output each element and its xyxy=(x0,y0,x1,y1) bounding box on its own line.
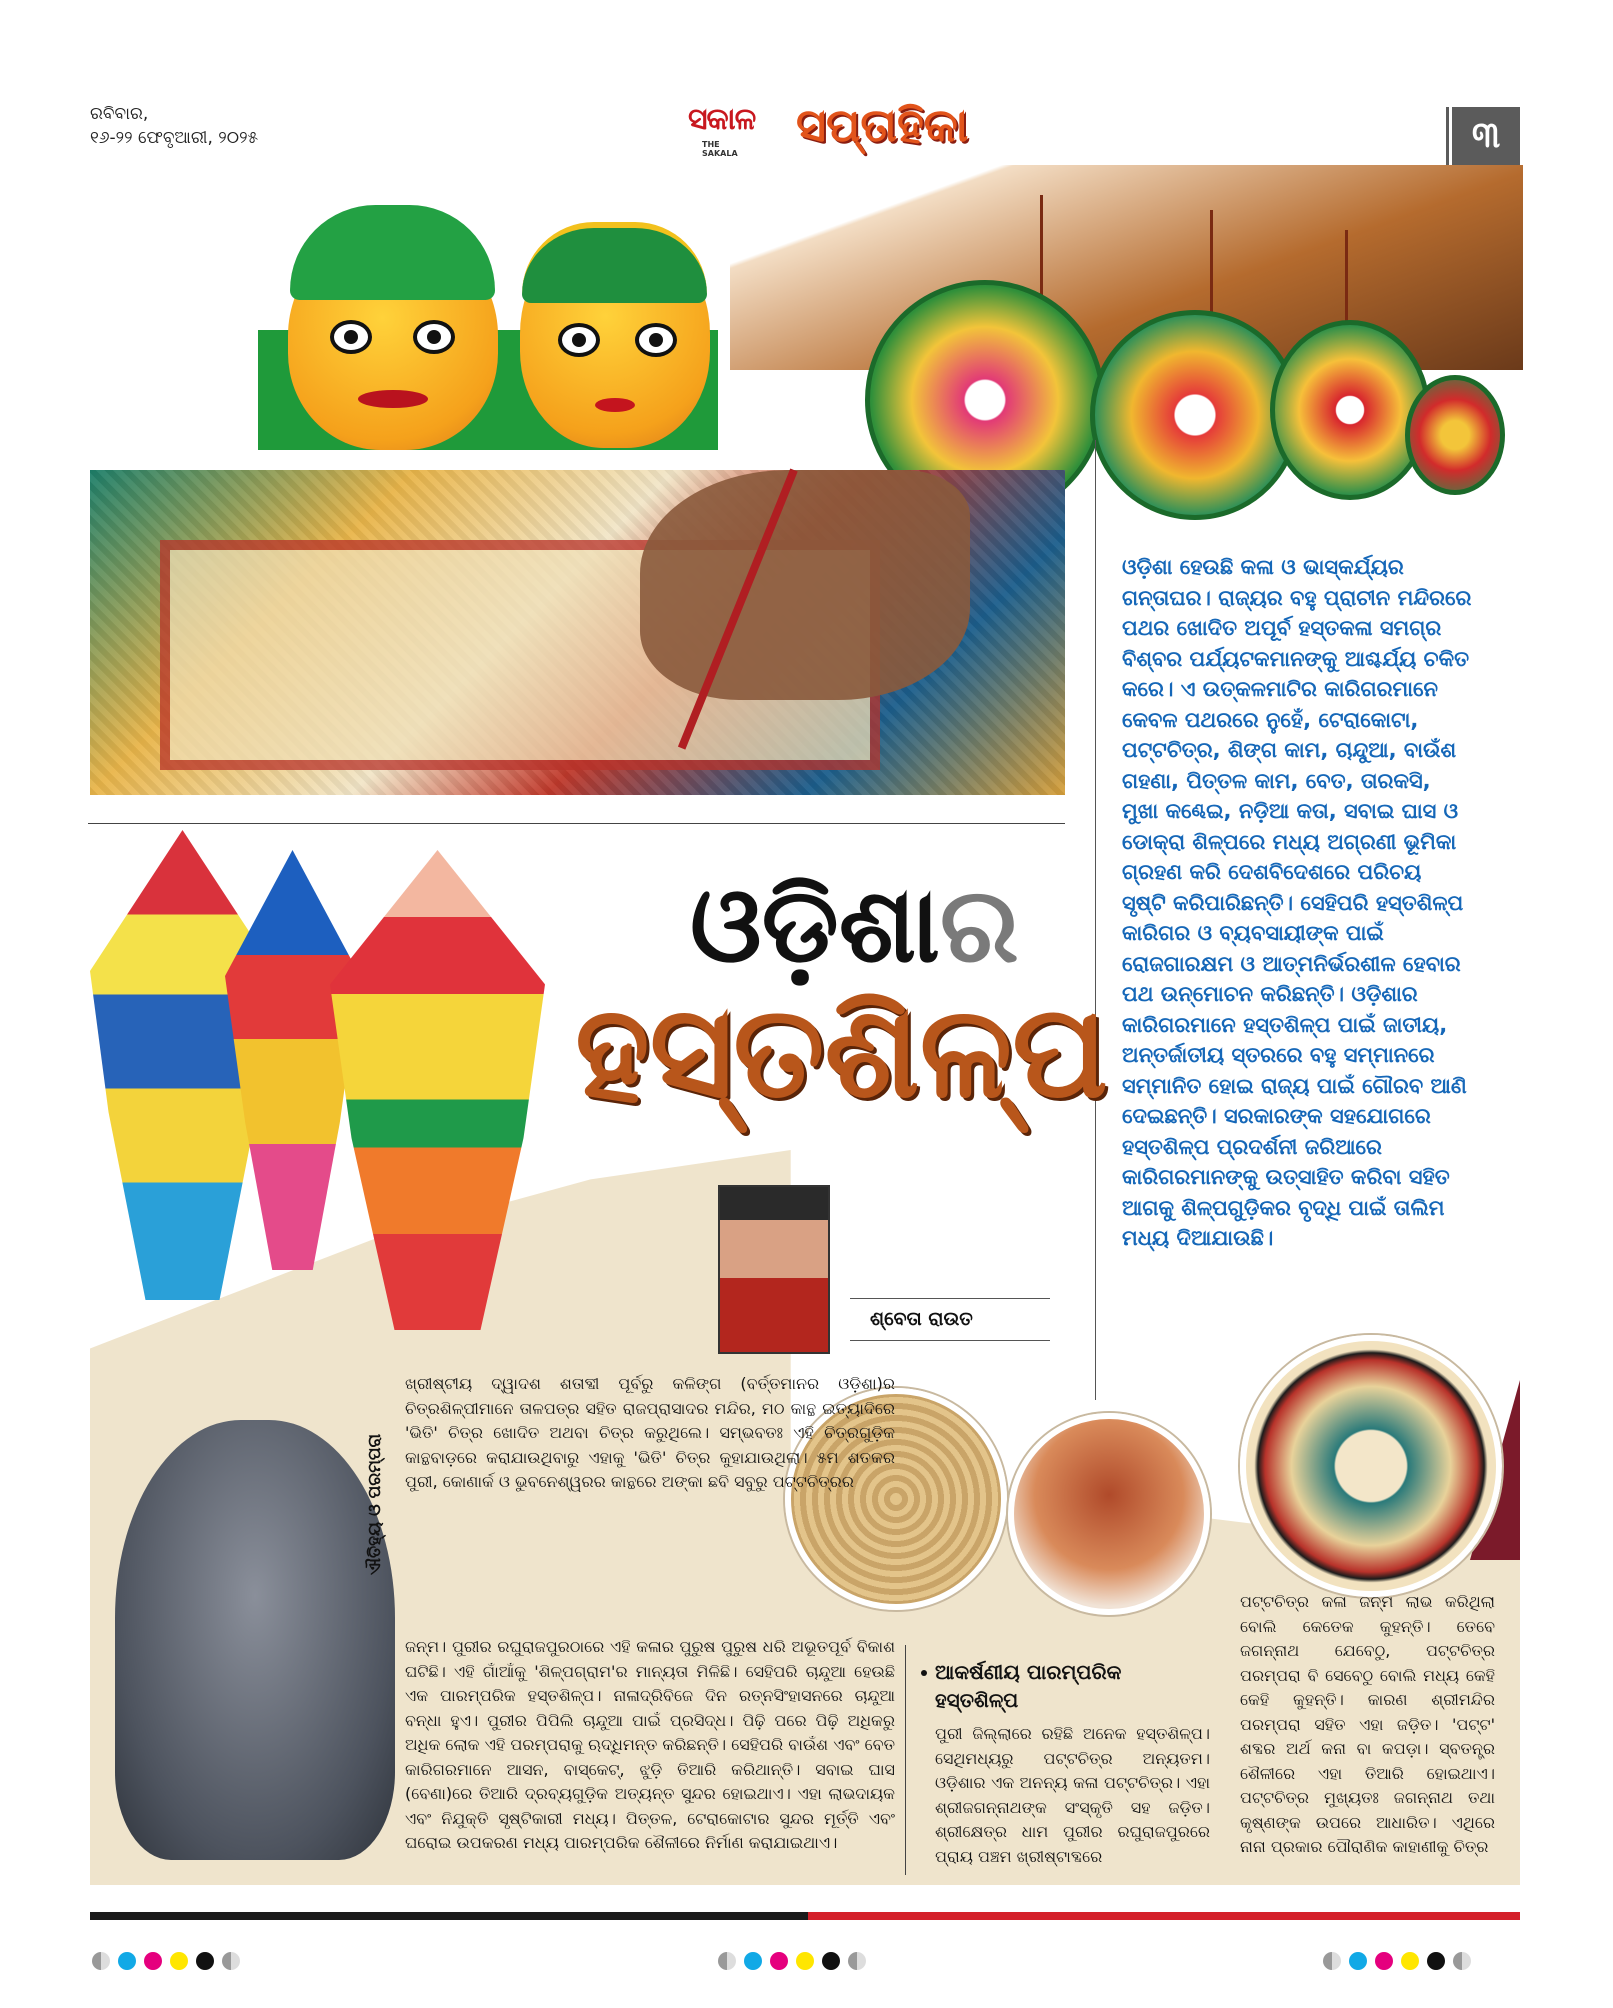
headline-suffix: ର xyxy=(939,864,1019,986)
register-marks xyxy=(718,1952,866,1970)
mask-cap xyxy=(290,205,495,300)
mask-eye xyxy=(330,320,372,354)
painted-coconut-image xyxy=(1090,310,1300,520)
mask-headdress xyxy=(522,222,707,303)
register-mark xyxy=(770,1952,788,1970)
body-column-main: ଖ୍ରୀଷ୍ଟୀୟ ଦ୍ୱାଦଶ ଶତାବ୍ଦୀ ପୂର୍ବରୁ କଳିଙ୍ଗ (ବର୍ତ୍ତମାନର ଓଡ଼ିଶା)ର ଚିତ୍ରଶିଳ୍ପୀମାନେ ତାଳପତ୍ର ସହିତ ରାଜପ୍ରାସାଦର ମନ୍ଦିର, ମଠ କାନ୍ଥ ଇତ୍ୟାଦିରେ 'ଭିତି' ଚିତ୍ର ଖୋଦିତ ଅଥବା ଚିତ୍ର କରୁଥିଲେ। ସମ୍ଭବତଃ ଏହି ଚିତ୍ରଗୁଡ଼ିକ କାନ୍ଥବାଡ଼ରେ କରାଯାଉଥିବାରୁ ଏହାକୁ 'ଭିତି' ଚିତ୍ର କୁହାଯାଉଥିଲା। ୫ମ ଶତକର ପୁରୀ, କୋଣାର୍କ ଓ ଭୁବନେଶ୍ୱରର କାନ୍ଥରେ ଅଙ୍କା ଛବି ସବୁରୁ ପଟ୍ଟଚିତ୍ରର xyxy=(405,1374,895,1491)
mask-eye xyxy=(558,323,600,357)
headline-line-2: ହସ୍ତଶିଳ୍ପ xyxy=(575,978,1108,1127)
register-mark xyxy=(1401,1952,1419,1970)
hanging-string xyxy=(1345,230,1348,330)
column-divider xyxy=(905,1645,906,1875)
sub-heading: ଆକର୍ଷଣୀୟ ପାରମ୍ପରିକ ହସ୍ତଶିଳ୍ପ xyxy=(935,1658,1185,1714)
register-mark xyxy=(144,1952,162,1970)
register-mark xyxy=(170,1952,188,1970)
register-mark xyxy=(222,1952,240,1970)
masthead-sub: THE SAKALA xyxy=(702,140,738,158)
footer-bar-red xyxy=(808,1912,1520,1920)
register-mark xyxy=(848,1952,866,1970)
register-mark xyxy=(796,1952,814,1970)
date-range: ୧୬-୨୨ ଫେବୃଆରୀ, ୨୦୨୫ xyxy=(90,128,259,148)
register-marks xyxy=(1323,1952,1471,1970)
register-mark xyxy=(118,1952,136,1970)
day-label: ରବିବାର, xyxy=(90,104,149,124)
register-mark xyxy=(196,1952,214,1970)
lantern-image xyxy=(225,850,360,1270)
artist-hand xyxy=(640,470,970,700)
register-mark xyxy=(1349,1952,1367,1970)
mask-eye xyxy=(635,323,677,357)
painted-coconut-image xyxy=(1405,375,1505,495)
mask-mouth xyxy=(595,398,635,412)
section-label xyxy=(360,1360,390,1580)
body-column-right: ପଟ୍ଟଚିତ୍ର କଳା ଜନ୍ମ ଲାଭ କରିଥିଲା ବୋଲି କେତେକ କୁହନ୍ତି। ତେବେ ଜଗନ୍ନାଥ ଯେବେଠୁ, ପଟ୍ଟଚିତ୍ର ପରମ୍ପରା ବି ସେବେଠୁ ବୋଲି ମଧ୍ୟ କେହି କେହି କୁହନ୍ତି। କାରଣ ଶ୍ରୀମନ୍ଦିର ପରମ୍ପରା ସହିତ ଏହା ଜଡ଼ିତ। 'ପଟ୍ଟ' ଶବ୍ଦର ଅର୍ଥ କନା ବା କପଡ଼ା। ସ୍ବତନ୍ତ୍ର ଶୈଳୀରେ ଏହା ତିଆରି ହୋଇଥାଏ। ପଟ୍ଟଚିତ୍ର ମୁଖ୍ୟତଃ ଜଗନ୍ନାଥ ତଥା କୃଷ୍ଣଙ୍କ ଉପରେ ଆଧାରିତ। ଏଥିରେ ନାନା ପ୍ରକାର ପୌରାଣିକ କାହାଣୀକୁ ଚିତ୍ର xyxy=(1240,1592,1495,1856)
register-mark xyxy=(1427,1952,1445,1970)
terracotta-image xyxy=(1008,1413,1210,1615)
register-marks xyxy=(92,1952,240,1970)
masthead-title: ସପ୍ତାହିକା xyxy=(796,98,969,152)
ganesha-statue-image xyxy=(115,1420,395,1860)
date-block xyxy=(90,102,258,150)
intro-paragraph: ଓଡ଼ିଶା ହେଉଛି କଳା ଓ ଭାସ୍କର୍ଯ୍ୟର ଗନ୍ତାଘର। ରାଜ୍ୟର ବହୁ ପ୍ରାଚୀନ ମନ୍ଦିରରେ ପଥର ଖୋଦିତ ଅପୂର୍ବ ହସ୍ତକଳା ସମଗ୍ର ବିଶ୍ବର ପର୍ଯ୍ୟଟକମାନଙ୍କୁ ଆଶ୍ଚର୍ଯ୍ୟ ଚକିତ କରେ। ଏ ଉତ୍କଳମାଟିର କାରିଗରମାନେ କେବଳ ପଥରରେ ନୁହେଁ, ଟେରାକୋଟା, ପଟ୍ଟଚିତ୍ର, ଶିଙ୍ଗ କାମ, ଚାନ୍ଦୁଆ, ବାଉଁଶ ଗହଣା, ପିତ୍ତଳ କାମ, ବେତ, ତାରକସି, ମୁଖା କଣ୍ଢେଇ, ନଡ଼ିଆ କତା, ସବାଇ ଘାସ ଓ ଡୋକ୍ରା ଶିଳ୍ପରେ ମଧ୍ୟ ଅଗ୍ରଣୀ ଭୂମିକା ଗ୍ରହଣ କରି ଦେଶବିଦେଶରେ ପରିଚୟ ସୃଷ୍ଟି କରିପାରିଛନ୍ତି। ସେହିପରି ହସ୍ତଶିଳ୍ପ କାରିଗର ଓ ବ୍ୟବସାୟୀଙ୍କ ପାଇଁ ରୋଜଗାରକ୍ଷମ ଓ ଆତ୍ମନିର୍ଭରଶୀଳ ହେବାର ପଥ ଉନ୍ମୋଚନ କରିଛନ୍ତି। ଓଡ଼ିଶାର କାରିଗରମାନେ ହସ୍ତଶିଳ୍ପ ପାଇଁ ଜାତୀୟ, ଅନ୍ତର୍ଜାତୀୟ ସ୍ତରରେ ବହୁ ସମ୍ମାନରେ ସମ୍ମାନିତ ହୋଇ ରାଜ୍ୟ ପାଇଁ ଗୌରବ ଆଣି ଦେଇଛନ୍ତି। ସରକାରଙ୍କ ସହଯୋଗରେ ହସ୍ତଶିଳ୍ପ ପ୍ରଦର୍ଶନୀ ଜରିଆରେ କାରିଗରମାନଙ୍କୁ ଉତ୍ସାହିତ କରିବା ସହିତ ଆଗକୁ ଶିଳ୍ପଗୁଡ଼ିକର ବୃଦ୍ଧି ପାଇଁ ତାଲିମ ମଧ୍ୟ ଦିଆଯାଉଛି। xyxy=(1122,555,1472,1250)
hanging-string xyxy=(1210,210,1213,320)
register-mark xyxy=(1375,1952,1393,1970)
register-mark xyxy=(1453,1952,1471,1970)
divider xyxy=(850,1298,1050,1299)
hanging-string xyxy=(1040,195,1043,295)
headline-word: ଓଡ଼ିଶା xyxy=(690,864,940,986)
mask-mouth xyxy=(358,390,428,408)
author-byline: ଶ୍ବେତା ରାଉତ xyxy=(870,1308,973,1330)
painted-coconut-image xyxy=(1270,320,1430,500)
register-mark xyxy=(822,1952,840,1970)
headline-line-1 xyxy=(690,864,1019,986)
body-column-lower: ଜନ୍ମ। ପୁରୀର ରଘୁରାଜପୁରଠାରେ ଏହି କଳାର ପୁରୁଷ ପୁରୁଷ ଧରି ଅଭୂତପୂର୍ବ ବିକାଶ ଘଟିଛି। ଏହି ଗାଁଆଁକୁ 'ଶିଳ୍ପଗ୍ରାମ'ର ମାନ୍ୟତା ମିଳିଛି। ସେହିପରି ଚାନ୍ଦୁଆ ହେଉଛି ଏକ ପାରମ୍ପରିକ ହସ୍ତଶିଳ୍ପ। ନାଳାଦ୍ରିବିଜେ ଦିନ ରତ୍ନସିଂହାସନରେ ଚାନ୍ଦୁଆ ବନ୍ଧା ହୁଏ। ପୁରୀର ପିପିଲି ଚାନ୍ଦୁଆ ପାଇଁ ପ୍ରସିଦ୍ଧ। ପିଢ଼ି ପରେ ପିଢ଼ି ଅଧିକରୁ ଅଧିକ ଲୋକ ଏହି ପରମ୍ପରାକୁ ଋଦ୍ଧିମନ୍ତ କରିଛନ୍ତି। ସେହିପରି ବାଉଁଶ ଏବଂ ବେତ କାରିଗରମାନେ ଆସନ, ବାସ୍କେଟ୍, ଝୁଡ଼ି ତିଆରି କରିଥାନ୍ତି। ସବାଇ ଘାସ (ବେଣା)ରେ ତିଆରି ଦ୍ରବ୍ୟଗୁଡ଼ିକ ଅତ୍ୟନ୍ତ ସୁନ୍ଦର ହୋଇଥାଏ। ଏହା ଲାଭଦାୟକ ଏବଂ ନିଯୁକ୍ତି ସୃଷ୍ଟିକାରୀ ମଧ୍ୟ। ପିତ୍ତଳ, ଟେରାକୋଟାର ସୁନ୍ଦର ମୂର୍ତ୍ତି ଏବଂ ଘରୋଇ ଉପକରଣ ମଧ୍ୟ ପାରମ୍ପରିକ ଶୈଳୀରେ ନିର୍ମାଣ କରାଯାଇଥାଏ। xyxy=(405,1637,895,1852)
page-number: ୩ xyxy=(1452,107,1520,165)
masthead-brand: ସକାଳ xyxy=(688,102,756,137)
register-mark xyxy=(744,1952,762,1970)
author-avatar xyxy=(718,1185,830,1354)
divider xyxy=(850,1340,1050,1341)
register-mark xyxy=(1323,1952,1341,1970)
register-mark xyxy=(718,1952,736,1970)
pattachitra-plate-image xyxy=(1240,1335,1502,1597)
mask-eye xyxy=(413,320,455,354)
body-column-side: ପୁରୀ ଜିଲ୍ଲାରେ ରହିଛି ଅନେକ ହସ୍ତଶିଳ୍ପ। ସେଥିମଧ୍ୟରୁ ପଟ୍ଟଚିତ୍ର ଅନ୍ୟତମ। ଓଡ଼ିଶାର ଏକ ଅନନ୍ୟ କଳା ପଟ୍ଟଚିତ୍ର। ଏହା ଶ୍ରୀଜଗନ୍ନାଥଙ୍କ ସଂସ୍କୃତି ସହ ଜଡ଼ିତ। ଶ୍ରୀକ୍ଷେତ୍ର ଧାମ ପୁରୀର ରଘୁରାଜପୁରରେ ପ୍ରାୟ ପଞ୍ଚମ ଖ୍ରୀଷ୍ଟାବ୍ଦରେ xyxy=(935,1724,1210,1866)
column-divider xyxy=(1095,440,1096,1400)
section-label-text: ଐତିହ୍ୟ ଓ ପରମ୍ପରା xyxy=(365,1433,385,1575)
divider xyxy=(88,823,1065,824)
footer-bar-black xyxy=(90,1912,808,1920)
register-mark xyxy=(92,1952,110,1970)
